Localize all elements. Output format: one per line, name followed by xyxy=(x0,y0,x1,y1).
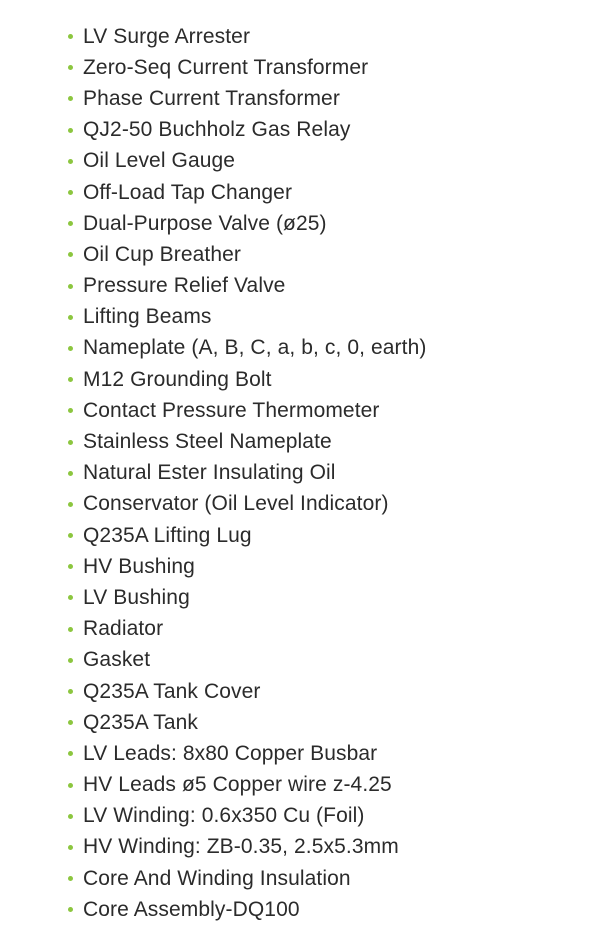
bullet-icon xyxy=(68,346,73,351)
item-label: Pressure Relief Valve xyxy=(83,274,286,298)
bullet-icon xyxy=(68,471,73,476)
item-label: Off-Load Tap Changer xyxy=(83,180,293,204)
bullet-icon xyxy=(68,159,73,164)
item-label: QJ2-50 Buchholz Gas Relay xyxy=(83,118,351,142)
bullet-icon xyxy=(68,783,73,788)
bullet-icon xyxy=(68,315,73,320)
bullet-icon xyxy=(68,627,73,632)
bullet-icon xyxy=(68,377,73,382)
item-label: LV Surge Arrester xyxy=(83,24,251,48)
list-item xyxy=(68,801,600,832)
item-label: Lifting Beams xyxy=(83,305,212,329)
list-item xyxy=(68,894,600,925)
item-label: Q235A Lifting Lug xyxy=(83,523,252,547)
bullet-icon xyxy=(68,502,73,507)
item-label: HV Leads ø5 Copper wire z-4.25 xyxy=(83,773,392,797)
list-item xyxy=(68,738,600,769)
bullet-icon xyxy=(68,252,73,257)
bullet-icon xyxy=(68,533,73,538)
list-item xyxy=(68,645,600,676)
bullet-icon xyxy=(68,814,73,819)
bullet-icon xyxy=(68,689,73,694)
item-label: Core Assembly-DQ100 xyxy=(83,897,300,921)
list-item xyxy=(68,582,600,613)
bullet-icon xyxy=(68,221,73,226)
item-label: Core And Winding Insulation xyxy=(83,866,351,890)
item-label: Radiator xyxy=(83,617,164,641)
bullet-icon xyxy=(68,284,73,289)
list-item xyxy=(68,770,600,801)
bullet-icon xyxy=(68,564,73,569)
item-label: LV Winding: 0.6x350 Cu (Foil) xyxy=(83,804,365,828)
bullet-icon xyxy=(68,845,73,850)
item-label: LV Leads: 8x80 Copper Busbar xyxy=(83,741,378,765)
list-item xyxy=(68,208,600,239)
item-label: LV Bushing xyxy=(83,585,190,609)
item-label: Phase Current Transformer xyxy=(83,86,340,110)
item-label: Conservator (Oil Level Indicator) xyxy=(83,492,389,516)
item-label: Q235A Tank Cover xyxy=(83,679,261,703)
list-item xyxy=(68,489,600,520)
list-item xyxy=(68,832,600,863)
bullet-icon xyxy=(68,876,73,881)
list-item xyxy=(68,21,600,52)
list-item xyxy=(68,676,600,707)
list-item xyxy=(68,551,600,582)
list-item xyxy=(68,271,600,302)
list-item xyxy=(68,115,600,146)
list-item xyxy=(68,395,600,426)
item-label: Oil Cup Breather xyxy=(83,242,242,266)
list-item xyxy=(68,614,600,645)
list-item xyxy=(68,707,600,738)
list-item xyxy=(68,863,600,894)
list-item xyxy=(68,426,600,457)
item-label: Natural Ester Insulating Oil xyxy=(83,461,336,485)
list-item xyxy=(68,302,600,333)
bullet-icon xyxy=(68,658,73,663)
bullet-icon xyxy=(68,34,73,39)
list-item xyxy=(68,458,600,489)
bullet-icon xyxy=(68,595,73,600)
bullet-icon xyxy=(68,907,73,912)
item-label: HV Winding: ZB-0.35, 2.5x5.3mm xyxy=(83,835,399,859)
item-label: Gasket xyxy=(83,648,151,672)
item-label: M12 Grounding Bolt xyxy=(83,367,272,391)
bullet-icon xyxy=(68,751,73,756)
list-item xyxy=(68,177,600,208)
list-item xyxy=(68,520,600,551)
item-label: Nameplate (A, B, C, a, b, c, 0, earth) xyxy=(83,336,427,360)
item-label: Zero-Seq Current Transformer xyxy=(83,55,369,79)
list-item xyxy=(68,333,600,364)
list-item xyxy=(68,83,600,114)
item-label: Stainless Steel Nameplate xyxy=(83,430,332,454)
bullet-icon xyxy=(68,440,73,445)
list-item xyxy=(68,52,600,83)
item-label: HV Bushing xyxy=(83,554,195,578)
list-item xyxy=(68,239,600,270)
bullet-icon xyxy=(68,128,73,133)
item-label: Contact Pressure Thermometer xyxy=(83,398,380,422)
item-label: Q235A Tank xyxy=(83,710,199,734)
component-list xyxy=(68,21,600,925)
bullet-icon xyxy=(68,190,73,195)
list-item xyxy=(68,364,600,395)
item-label: Dual-Purpose Valve (ø25) xyxy=(83,211,327,235)
bullet-icon xyxy=(68,408,73,413)
bullet-icon xyxy=(68,720,73,725)
list-item xyxy=(68,146,600,177)
bullet-icon xyxy=(68,65,73,70)
item-label: Oil Level Gauge xyxy=(83,149,236,173)
bullet-icon xyxy=(68,96,73,101)
